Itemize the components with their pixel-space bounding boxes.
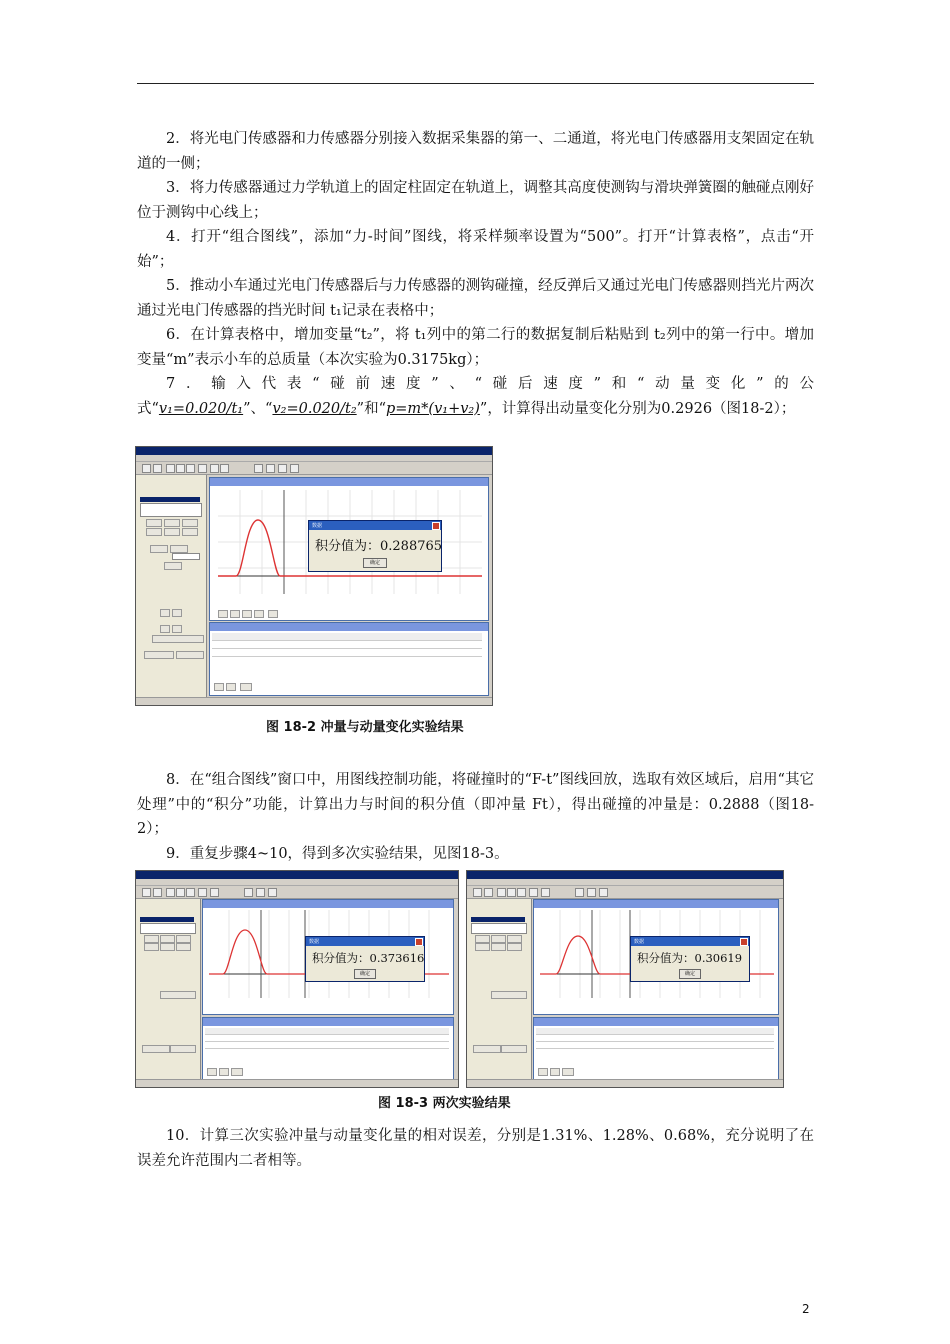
combined-graph-pane <box>533 899 779 1015</box>
control-pane <box>136 475 207 697</box>
calc-table-pane <box>209 622 489 696</box>
step-8: 8．在“组合图线”窗口中，用图线控制功能，将碰撞时的“F-t”图线回放，选取有效区域后，启用“其它处理”中的“积分”功能，计算出力与时间的积分值（即冲量 Ft），得出碰撞的冲量是：0.2888（图18-2）； <box>137 772 814 837</box>
calc-table <box>536 1028 774 1054</box>
window-titlebar <box>467 871 783 879</box>
close-icon[interactable] <box>432 522 440 530</box>
calc-table <box>212 633 482 667</box>
fig18-2-screenshot <box>135 446 493 706</box>
step-9: 9．重复步骤4~10，得到多次实验结果，见图18-3。 <box>166 846 509 862</box>
fig18-3-screenshot-b <box>466 870 784 1088</box>
ok-button[interactable]: 确定 <box>679 969 701 979</box>
figure-caption-18-2: 图 18-2 冲量与动量变化实验结果 <box>266 720 464 735</box>
status-bar <box>467 1079 783 1087</box>
calc-table <box>205 1028 449 1054</box>
fig18-3-screenshot-a <box>135 870 459 1088</box>
window-titlebar <box>136 871 458 879</box>
step-5: 5．推动小车通过光电门传感器后与力传感器的测钩碰撞，经反弹后又通过光电门传感器则挡光片两次通过光电门传感器的挡光时间 t₁记录在表格中； <box>137 278 814 319</box>
ok-button[interactable]: 确定 <box>354 969 376 979</box>
ok-button[interactable]: 确定 <box>363 558 387 568</box>
toolbar <box>467 886 783 899</box>
step-7-suffix: ，计算得出动量变化分别为0.2926（图18-2）； <box>487 400 796 417</box>
header-rule <box>137 83 814 84</box>
formula-v1: v₁=0.020/t₁ <box>158 400 244 417</box>
calc-table-pane <box>533 1017 779 1081</box>
formula-p: p=m*(v₁+v₂) <box>385 400 480 417</box>
step-7-prefix: 7．输入代表“碰前速度”、“碰后速度”和“动量变化”的公式 <box>137 376 814 417</box>
menubar <box>136 455 492 462</box>
status-bar <box>136 697 492 705</box>
integral-dialog <box>305 936 425 982</box>
step-4: 4．打开“组合图线”，添加“力-时间”图线，将采样频率设置为“500”。打开“计算表格”，点击“开始”； <box>137 229 814 270</box>
integral-value: 积分值为：0.288765 <box>315 539 443 554</box>
close-icon[interactable] <box>415 938 423 946</box>
page-number: 2 <box>802 1302 810 1316</box>
toolbar <box>136 886 458 899</box>
control-pane <box>467 899 532 1081</box>
menubar <box>136 879 458 886</box>
window-titlebar <box>136 447 492 455</box>
menubar <box>467 879 783 886</box>
control-pane <box>136 899 201 1081</box>
integral-value: 积分值为：0.373616 <box>312 951 425 965</box>
figure-caption-18-3: 图 18-3 两次实验结果 <box>378 1096 511 1111</box>
integral-dialog <box>308 520 442 572</box>
dialog-title: 数据 <box>309 939 320 945</box>
dialog-title: 数据 <box>634 939 645 945</box>
step-2: 2．将光电门传感器和力传感器分别接入数据采集器的第一、二通道，将光电门传感器用支架固定在轨道的一侧； <box>137 131 814 172</box>
combined-graph-pane <box>209 477 489 621</box>
integral-dialog <box>630 936 750 982</box>
dialog-title: 数据 <box>312 523 323 529</box>
step-7: 7．输入代表“碰前速度”、“碰后速度”和“动量变化”的公式“v₁=0.020/t₁”、“v₂=0.020/t₂”和“p=m*(v₁+v₂)”，计算得出动量变化分别为0.2926（图18-2）； <box>137 376 814 417</box>
toolbar <box>136 462 492 475</box>
step-3: 3．将力传感器通过力学轨道上的固定柱固定在轨道上，调整其高度使测钩与滑块弹簧圈的触碰点刚好位于测钩中心线上； <box>137 180 814 221</box>
integral-value: 积分值为：0.30619 <box>637 951 743 965</box>
status-bar <box>136 1079 458 1087</box>
combined-graph-pane <box>202 899 454 1015</box>
step-6: 6．在计算表格中，增加变量“t₂”，将 t₁列中的第二行的数据复制后粘贴到 t₂列中的第一行中。增加变量“m”表示小车的总质量（本次实验为0.3175kg）； <box>137 327 814 368</box>
step-10: 10．计算三次实验冲量与动量变化量的相对误差，分别是1.31%、1.28%、0.68%，充分说明了在误差允许范围内二者相等。 <box>137 1128 814 1169</box>
formula-v2: v₂=0.020/t₂ <box>272 400 357 417</box>
close-icon[interactable] <box>740 938 748 946</box>
calc-table-pane <box>202 1017 454 1081</box>
